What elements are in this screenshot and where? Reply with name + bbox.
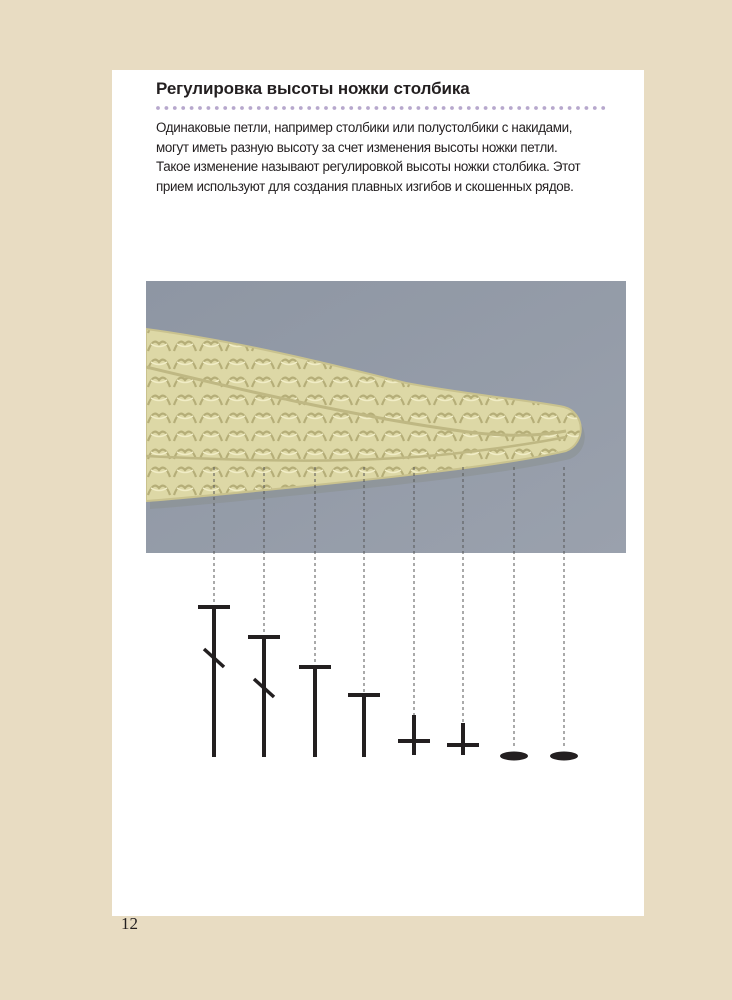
chain-symbol — [550, 752, 578, 761]
paragraph-line: Одинаковые петли, например столбики или полустолбики с накидами, — [156, 120, 573, 135]
paragraph-line: могут иметь разную высоту за счет изменения высоты ножки петли. — [156, 139, 558, 155]
chain-symbol — [500, 752, 528, 761]
section-title: Регулировка высоты ножки столбика — [156, 79, 470, 98]
crochet-swatch-photo — [146, 281, 626, 553]
double-crochet-symbol — [204, 649, 224, 667]
body-paragraph — [156, 118, 626, 196]
paragraph-line: прием используют для создания плавных изгибов и скошенных рядов. — [156, 178, 574, 194]
paragraph-line: Такое изменение называют регулировкой высоты ножки столбика. Этот — [156, 159, 581, 174]
double-crochet-symbol — [254, 679, 274, 697]
dotted-divider — [156, 106, 608, 110]
page-number: 12 — [121, 914, 138, 933]
page — [112, 70, 644, 916]
